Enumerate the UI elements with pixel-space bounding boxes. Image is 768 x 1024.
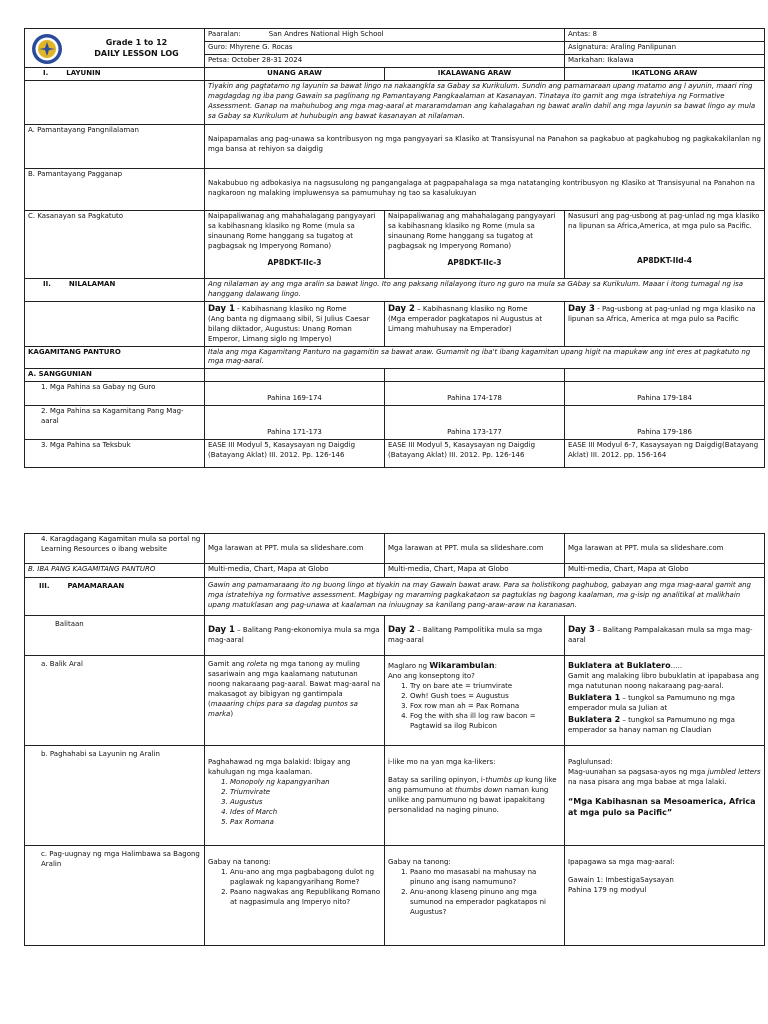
balik-aral-day1-a: Gamit ang xyxy=(208,660,247,668)
pag-uugnay-day3 xyxy=(565,846,765,946)
sanggunian-r1-day2: Pahina 174-178 xyxy=(385,382,565,406)
pag-uugnay-day1-intro: Gabay na tanong: xyxy=(208,858,271,866)
balitaan-day2 xyxy=(385,616,565,656)
pamamaraan-heading xyxy=(25,578,205,616)
school-label: Paaralan: xyxy=(208,30,241,38)
sanggunian-r3-day3: EASE III Modyul 6-7, Kasaysayan ng Daigdig(Batayang Aklat) III. 2012. pp. 156-164 xyxy=(565,440,765,468)
list-item: 1. Anu-ano ang mga pagbabagong dulot ng paglawak ng kapangyarihang Rome? xyxy=(230,868,381,888)
wikarambulan-list xyxy=(388,682,561,732)
nilalaman-heading xyxy=(25,278,205,301)
pamantayan-nilalaman-text: Naipapamalas ang pag-unawa sa kontribusyon ng mga pangyayari sa Klasiko at Transisyunal na Panahon sa pagkabuo at pagkahubog ng pagkakakilanlan ng mga bansa at rehiyon sa daigdig xyxy=(205,124,765,168)
list-item: 1. Try on bare ate = triumvirate xyxy=(410,682,561,692)
sanggunian-r2-day2: Pahina 173-177 xyxy=(385,406,565,440)
paghahabi-label: b. Paghahabi sa Layunin ng Aralin xyxy=(25,746,205,846)
paghahabi-day1-list xyxy=(208,778,381,828)
pamantayan-pagganap-text: Nakabubuo ng adbokasiya na nagsusulong ng pangangalaga at pagpapahalaga sa mga natatanging kontribusyon ng Klasiko at Transisyunal na Panahon na nagkaroon ng malaking impluwensya sa pamumuhay ng tao sa kasalukuyan xyxy=(205,168,765,210)
kasanayan-day1 xyxy=(205,210,385,278)
paghahabi-day3 xyxy=(565,746,765,846)
pag-uugnay-label: c. Pag-uugnay ng mga Halimbawa sa Bagong Aralin xyxy=(25,846,205,946)
buklatera-1-label: Buklatera 1 xyxy=(568,692,621,702)
pag-uugnay-day2-intro: Gabay na tanong: xyxy=(388,858,451,866)
balik-aral-label: a. Balik Aral xyxy=(25,656,205,746)
balitaan-day2-label: Day 2 xyxy=(388,625,415,635)
pag-uugnay-day1 xyxy=(205,846,385,946)
lesson-log-table-page-2 xyxy=(24,533,765,946)
iba-pang-kagamitan-day2: Multi-media, Chart, Mapa at Globo xyxy=(385,564,565,578)
balitaan-day1 xyxy=(205,616,385,656)
nilalaman-day2-label: Day 2 xyxy=(388,303,415,314)
list-item: 2. Paano nagwakas ang Republikang Romano at nagpasimula ang Imperyo nito? xyxy=(230,888,381,908)
list-item: 3. Augustus xyxy=(230,798,381,808)
paglulunsad-c: jumbled letters xyxy=(707,767,761,776)
kasanayan-day2 xyxy=(385,210,565,278)
list-item: 5. Pax Romana xyxy=(230,818,381,828)
sanggunian-r3-label: 3. Mga Pahina sa Teksbuk xyxy=(25,440,205,468)
paghahabi-day2-f: naman kung unlike ang pamumuno ng bawat ipapakitang personalidad na naging pinuno. xyxy=(388,785,549,814)
balitaan-label: Balitaan xyxy=(25,616,205,656)
list-item: 1. Monopoly ng kapangyarihan xyxy=(230,778,381,788)
paghahabi-day2-b: Batay sa sariling opinyon, i- xyxy=(388,775,486,784)
sanggunian-r1-day1: Pahina 169-174 xyxy=(205,382,385,406)
paghahabi-day1 xyxy=(205,746,385,846)
balik-aral-day2 xyxy=(385,656,565,746)
balik-aral-day1-c: ng mga tanong ay muling sasariwain ang mga kaalamang natutunan noong nakaraang pag-aaral. Bawat mag-aaral na makasagot ay bibigyan ng gantimpala ( xyxy=(208,660,381,708)
layunin-text: Tiyakin ang pagtatamo ng layunin sa bawat lingo na nakaangkla sa Gabay sa Kurikulum. Sundin ang pamamaraan upang matamo ang l ayunin, maari ring magdagdag ng iba pang Gawain sa paglinang ng Pamantayang Pangkaalaman at Kasanayan. Tinataya ito gamit ang mga istratehiya ng Formative Assessment. Ganap na mahuhubog ang mga mag-aaral at mararamdaman ang kahalagahan ng bawat aralin dahil ang mga layunin sa bawat lingo ay mula sa Gabay sa Kurikulum at huhubugin ang bawat kasanayan at nilalaman. xyxy=(205,80,765,124)
nilalaman-day2 xyxy=(385,301,565,346)
wikarambulan-title: Wikarambulan xyxy=(429,661,495,670)
paghahabi-day2 xyxy=(385,746,565,846)
list-item: 2. Anu-anong klaseng pinuno ang mga sumunod na emperador pagkatapos ni Augustus? xyxy=(410,888,561,918)
dll-label: DAILY LESSON LOG xyxy=(94,48,179,58)
page-1 xyxy=(24,28,764,468)
sanggunian-r1-label: 1. Mga Pahina sa Gabay ng Guro xyxy=(25,382,205,406)
paglulunsad-title: Paglulunsad: xyxy=(568,758,613,766)
kasanayan-day2-text: Naipapaliwanag ang mahahalagang pangyayari sa kabihasnang klasiko ng Rome (mula sa sinaunang Rome hanggang sa tugatog at pagbagsak ng Imperyong Romano) xyxy=(388,211,556,250)
iba-pang-kagamitan-label: B. IBA PANG KAGAMITANG PANTURO xyxy=(25,564,205,578)
nilalaman-day3-label: Day 3 xyxy=(568,303,595,314)
balitaan-day3-label: Day 3 xyxy=(568,625,595,635)
list-item: 1. Paano mo masasabi na mahusay na pinuno ang isang namumuno? xyxy=(410,868,561,888)
kasanayan-day3-code: AP8DKT-IId-4 xyxy=(637,255,692,265)
kasanayan-day2-code: AP8DKT-IIc-3 xyxy=(447,257,502,267)
pag-uugnay-day2 xyxy=(385,846,565,946)
pag-uugnay-day3-activity: Gawain 1: ImbestigaSaysayan xyxy=(568,875,674,884)
teacher-cell: Guro: Mhyrene G. Rocas xyxy=(205,41,565,54)
nilalaman-day1-label: Day 1 xyxy=(208,303,235,314)
day2-header: IKALAWANG ARAW xyxy=(385,67,565,80)
sanggunian-r4-day1: Mga larawan at PPT. mula sa slideshare.com xyxy=(205,534,385,564)
sanggunian-r2-day3: Pahina 179-186 xyxy=(565,406,765,440)
school-value: San Andres National High School xyxy=(268,30,384,38)
paghahabi-day2-title: i-like mo na yan mga ka-likers: xyxy=(388,758,496,766)
nilalaman-num: II. xyxy=(43,279,51,288)
list-item: 4. Ides of March xyxy=(230,808,381,818)
paghahabi-day2-c: thumbs up xyxy=(485,775,523,784)
buklatera-2-text: – tungkol sa Pamumuno ng mga emperador sa hanay naman ng Claudian xyxy=(568,715,735,734)
list-item: 2. Owh! Gush toes = Augustus xyxy=(410,692,561,702)
balik-aral-day1-e: ) xyxy=(230,709,234,718)
nilalaman-day3-title: - Pag-usbong at pag-unlad ng mga klasiko na lipunan sa Africa, America at mga pulo sa Pacific xyxy=(568,304,756,323)
pamamaraan-num: III. xyxy=(39,582,50,590)
date-cell: Petsa: October 28-31 2024 xyxy=(205,54,565,67)
balik-aral-day1-d: maaaring chips para sa dagdag puntos sa marka xyxy=(208,699,358,718)
paghahabi-day1-intro: Paghahawad ng mga balakid: Ibigay ang kahulugan ng mga kaalaman. xyxy=(208,758,351,776)
balitaan-day3-title: – Balitang Pampalakasan mula sa mga mag-aaral xyxy=(568,626,753,645)
pamantayan-nilalaman-label: A. Pamantayang Pangnilalaman xyxy=(25,124,205,168)
nilalaman-day2-title: – Kabihasnang klasiko ng Rome xyxy=(414,304,528,313)
pag-uugnay-day2-list xyxy=(388,868,561,918)
paglulunsad-b: Mag-uunahan sa pagsasa-ayos ng mga xyxy=(568,767,708,776)
grade-label: Grade 1 to 12 xyxy=(105,38,168,47)
list-item: 4. Fog the with sha ill log raw bacon = Pagtawid sa ilog Rubicon xyxy=(410,712,561,732)
buklatera-title: Buklatera at Buklatero xyxy=(568,661,671,670)
buklatera-text: Gamit ang malaking libro bubuklatin at ipapabasa ang mga natutunan noong nakaraang pag-aaral. xyxy=(568,671,759,690)
deped-seal-icon xyxy=(31,33,63,65)
kagamitan-text: Itala ang mga Kagamitang Panturo na gagamitin sa bawat araw. Gumamit ng iba't ibang kagamitan upang higit na mapukaw ang int eres at pagkatuto ng mga mag-aaral. xyxy=(205,346,765,369)
list-item: 2. Triumvirate xyxy=(230,788,381,798)
sanggunian-r4-day3: Mga larawan at PPT. mula sa slideshare.com xyxy=(565,534,765,564)
quarter-cell: Markahan: Ikalawa xyxy=(565,54,765,67)
wikarambulan-question: Ano ang konseptong ito? xyxy=(388,671,475,680)
paghahabi-day2-body xyxy=(388,776,561,816)
lesson-log-table-page-1 xyxy=(24,28,765,468)
pamamaraan-text: Gawin ang pamamaraang ito ng buong lingo at tiyakin na may Gawain bawat araw. Para sa holistikong paghubog, gabayan ang mga mag-aaral gamit ang mga istratehiya ng formative assessment. Magbigay ng maraming pagkakataon sa pagtuklas ng bagong kaalaman, ma g-isip ng analitikal at malikhain upang matuklasan ang pag-unawa at kaalaman na iniuugnay sa kanilang pang-araw-araw na karanasan. xyxy=(205,578,765,616)
kasanayan-day1-code: AP8DKT-IIc-3 xyxy=(267,257,322,267)
pamantayan-pagganap-label: B. Pamantayang Pagganap xyxy=(25,168,205,210)
balitaan-day1-label: Day 1 xyxy=(208,625,235,635)
pag-uugnay-day3-page: Pahina 179 ng modyul xyxy=(568,885,647,894)
kasanayan-day3-text: Nasusuri ang pag-usbong at pag-unlad ng mga klasiko na lipunan sa Africa,America, at mga pulo sa Pacific. xyxy=(568,211,760,230)
paghahabi-day2-d: kung like ang pamumuno at xyxy=(388,775,557,794)
buklatera-dots: ….. xyxy=(670,662,683,670)
nilalaman-day2-text: (Mga emperador pagkatapos ni Augustus at Limang mahuhusay na Emperador) xyxy=(388,314,543,333)
iba-pang-kagamitan-day3: Multi-media, Chart, Mapa at Globo xyxy=(565,564,765,578)
sanggunian-r2-day1: Pahina 171-173 xyxy=(205,406,385,440)
paghahabi-day2-e: thumbs down xyxy=(454,785,503,794)
nilalaman-day1 xyxy=(205,301,385,346)
pamamaraan-title: PAMAMARAAN xyxy=(67,582,125,590)
nilalaman-title: NILALAMAN xyxy=(68,279,116,288)
buklatera-1-text: – tungkol sa Pamumuno ng mga emperador mula sa Julian at xyxy=(568,693,735,712)
sanggunian-r1-day3: Pahina 179-184 xyxy=(565,382,765,406)
balitaan-day1-title: – Balitang Pang-ekonomiya mula sa mga mag-aaral xyxy=(208,626,380,645)
sanggunian-r3-day2: EASE III Modyul 5, Kasaysayan ng Daigdig (Batayang Aklat) III. 2012. Pp. 126-146 xyxy=(385,440,565,468)
level-cell: Antas: 8 xyxy=(565,29,765,42)
paglulunsad-topic: “Mga Kabihasnan sa Mesoamerica, Africa at mga pulo sa Pacific” xyxy=(568,796,756,818)
kasanayan-label: C. Kasanayan sa Pagkatuto xyxy=(25,210,205,278)
sanggunian-label: A. SANGGUNIAN xyxy=(25,369,205,382)
kasanayan-day3 xyxy=(565,210,765,278)
balik-aral-day3 xyxy=(565,656,765,746)
nilalaman-day1-text: (Ang banta ng digmaang sibil, Si Julius Caesar bilang diktador, Augustus: Unang Roman Emperor, Limang siglo ng Imperyo) xyxy=(208,314,370,343)
nilalaman-text: Ang nilalaman ay ang mga aralin sa bawat lingo. Ito ang paksang nilalayong ituro ng guro na mula sa GAbay sa Kurikulum. Maaar i itong tumagal ng isa hanggang dalawang lingo. xyxy=(205,278,765,301)
subject-cell: Asignatura: Araling Panlipunan xyxy=(565,41,765,54)
balitaan-day2-title: – Balitang Pampolitika mula sa mga mag-aaral xyxy=(388,626,543,645)
sanggunian-r2-label: 2. Mga Pahina sa Kagamitang Pang Mag-aaral xyxy=(25,406,205,440)
balik-aral-day1-b: roleta xyxy=(246,660,268,668)
kasanayan-day1-text: Naipapaliwanag ang mahahalagang pangyayari sa kabihasnang klasiko ng Rome (mula sa sinaunang Rome hanggang sa tugatog at pagbagsak ng Imperyong Romano) xyxy=(208,211,376,250)
balitaan-day3 xyxy=(565,616,765,656)
pag-uugnay-day3-intro: Ipapagawa sa mga mag-aaral: xyxy=(568,858,675,866)
header-title-cell xyxy=(25,29,205,68)
sanggunian-r4-day2: Mga larawan at PPT. mula sa slideshare.com xyxy=(385,534,565,564)
day3-header: IKATLONG ARAW xyxy=(565,67,765,80)
list-item: 3. Fox row man ah = Pax Romana xyxy=(410,702,561,712)
page-2 xyxy=(24,533,764,946)
paglulunsad-d: na nasa pisara ang mga babae at mga lalaki. xyxy=(568,777,727,786)
kagamitan-label: KAGAMITANG PANTURO xyxy=(25,346,205,369)
school-cell xyxy=(205,29,565,42)
layunin-heading xyxy=(25,67,205,80)
nilalaman-day1-title: - Kabihasnang klasiko ng Rome xyxy=(234,304,347,313)
nilalaman-day3 xyxy=(565,301,765,346)
pag-uugnay-day1-list xyxy=(208,868,381,908)
sanggunian-r3-day1: EASE III Modyul 5, Kasaysayan ng Daigdig (Batayang Aklat) III. 2012. Pp. 126-146 xyxy=(205,440,385,468)
balik-aral-day1 xyxy=(205,656,385,746)
layunin-num: I. xyxy=(43,68,49,77)
iba-pang-kagamitan-day1: Multi-media, Chart, Mapa at Globo xyxy=(205,564,385,578)
buklatera-2-label: Buklatera 2 xyxy=(568,714,621,724)
wikarambulan-colon: : xyxy=(494,662,497,670)
day1-header: UNANG ARAW xyxy=(205,67,385,80)
sanggunian-r4-label: 4. Karagdagang Kagamitan mula sa portal ng Learning Resources o ibang website xyxy=(25,534,205,564)
layunin-title: LAYUNIN xyxy=(66,68,101,77)
wikarambulan-intro: Maglaro ng xyxy=(388,662,430,670)
